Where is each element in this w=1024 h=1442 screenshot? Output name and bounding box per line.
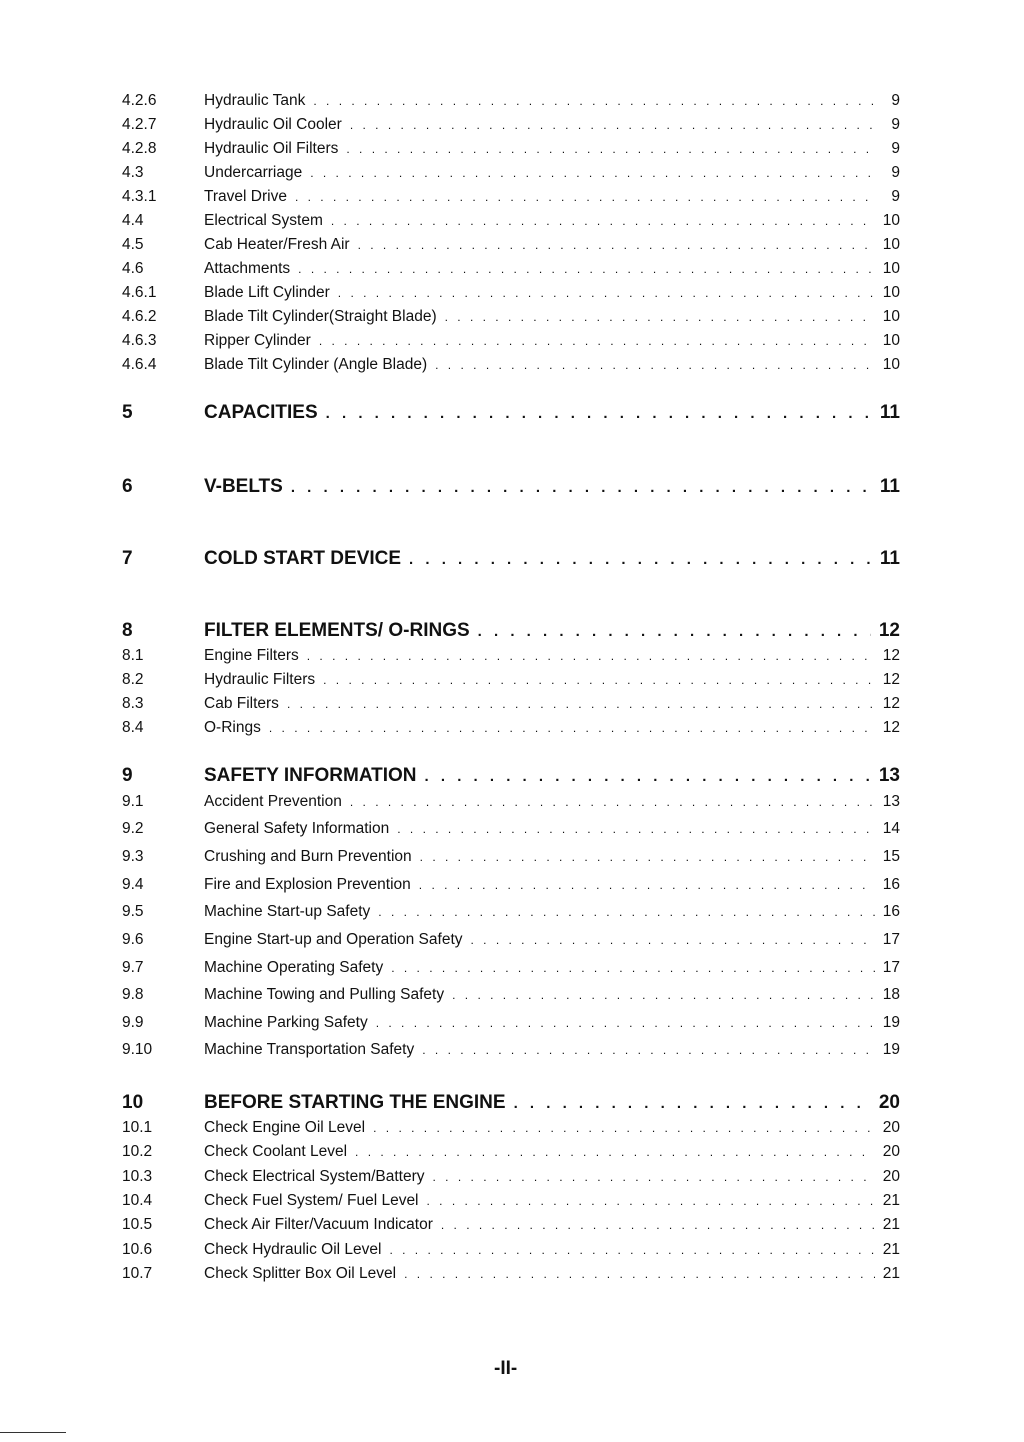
- toc-dot-leader: [425, 768, 871, 785]
- toc-entry-page: 12: [882, 647, 900, 664]
- toc-entry-title: Machine Start-up Safety: [204, 903, 371, 920]
- toc-entry: [122, 671, 900, 693]
- toc-entry-title: CAPACITIES: [204, 402, 318, 423]
- toc-entry-page: 9: [891, 188, 900, 205]
- toc-entry-page: 12: [878, 620, 900, 641]
- toc-entry-number: 4.2.6: [122, 92, 157, 109]
- toc-entry-title: Engine Start-up and Operation Safety: [204, 931, 463, 948]
- toc-dot-leader: [376, 1016, 875, 1030]
- toc-entry-number: 8.3: [122, 695, 144, 712]
- toc-entry-number: 8: [122, 620, 133, 641]
- toc-entry-number: 6: [122, 476, 133, 497]
- toc-entry-number: 10.2: [122, 1143, 153, 1160]
- toc-entry-page: 10: [882, 332, 900, 349]
- toc-entry-page: 21: [882, 1265, 900, 1282]
- toc-entry: [122, 876, 900, 898]
- toc-dot-leader: [319, 334, 875, 348]
- toc-entry-page: 20: [882, 1168, 900, 1185]
- toc-entry-page: 20: [878, 1092, 900, 1113]
- toc-entry-number: 10.3: [122, 1168, 153, 1185]
- toc-dot-leader: [307, 649, 875, 663]
- toc-entry-title: Machine Operating Safety: [204, 959, 384, 976]
- toc-dot-leader: [269, 721, 875, 735]
- toc-entry: [122, 212, 900, 234]
- toc-entry: [122, 332, 900, 354]
- toc-dot-leader: [355, 1145, 875, 1159]
- toc-entry-number: 4.5: [122, 236, 144, 253]
- toc-entry-number: 5: [122, 402, 133, 423]
- toc-entry-page: 16: [882, 903, 900, 920]
- toc-entry: [122, 695, 900, 717]
- toc-entry-page: 21: [882, 1216, 900, 1233]
- toc-entry-page: 19: [882, 1041, 900, 1058]
- toc-entry: [122, 140, 900, 162]
- toc-entry-page: 9: [891, 92, 900, 109]
- toc-entry: [122, 1119, 900, 1141]
- toc-entry-page: 14: [882, 820, 900, 837]
- toc-dot-leader: [471, 933, 875, 947]
- toc-dot-leader: [422, 1043, 875, 1057]
- toc-entry: [122, 647, 900, 669]
- toc-entry-page: 10: [882, 308, 900, 325]
- toc-entry-page: 17: [882, 959, 900, 976]
- toc-entry-page: 10: [882, 356, 900, 373]
- toc-entry: [122, 236, 900, 258]
- toc-entry-number: 9.9: [122, 1014, 144, 1031]
- toc-entry-page: 21: [882, 1192, 900, 1209]
- toc-entry: [122, 164, 900, 186]
- toc-dot-leader: [358, 238, 875, 252]
- toc-entry: [122, 959, 900, 981]
- toc-entry-page: 12: [882, 671, 900, 688]
- toc-dot-leader: [397, 822, 875, 836]
- toc-entry-number: 4.2.8: [122, 140, 157, 157]
- toc-entry-title: Cab Filters: [204, 695, 279, 712]
- toc-entry-number: 4.6.4: [122, 356, 157, 373]
- toc-dot-leader: [404, 1267, 875, 1281]
- toc-entry-page: 13: [882, 793, 900, 810]
- toc-entry: [122, 1241, 900, 1263]
- toc-entry: [122, 1192, 900, 1214]
- toc-dot-leader: [331, 214, 875, 228]
- toc-entry-page: 18: [882, 986, 900, 1003]
- toc-entry-title: Electrical System: [204, 212, 323, 229]
- toc-entry-title: Fire and Explosion Prevention: [204, 876, 411, 893]
- toc-entry: [122, 1041, 900, 1063]
- toc-entry-title: O-Rings: [204, 719, 261, 736]
- toc-entry: [122, 284, 900, 306]
- toc-dot-leader: [445, 310, 875, 324]
- toc-entry-title: Machine Towing and Pulling Safety: [204, 986, 445, 1003]
- toc-entry: [122, 1143, 900, 1165]
- toc-entry-number: 10: [122, 1092, 144, 1113]
- toc-dot-leader: [291, 479, 872, 496]
- toc-entry: [122, 986, 900, 1008]
- toc-entry: [122, 793, 900, 815]
- toc-chapter-entry: [122, 402, 900, 428]
- page-number: -II-: [494, 1358, 518, 1379]
- toc-entry-page: 10: [882, 236, 900, 253]
- toc-dot-leader: [441, 1218, 875, 1232]
- toc-entry: [122, 308, 900, 330]
- toc-entry-title: Engine Filters: [204, 647, 299, 664]
- toc-dot-leader: [378, 905, 874, 919]
- toc-entry-title: Machine Parking Safety: [204, 1014, 368, 1031]
- toc-entry-page: 11: [879, 476, 900, 497]
- toc-entry-number: 10.6: [122, 1241, 153, 1258]
- toc-entry-title: V-BELTS: [204, 476, 283, 497]
- toc-entry-title: Check Air Filter/Vacuum Indicator: [204, 1216, 433, 1233]
- toc-entry: [122, 92, 900, 114]
- toc-dot-leader: [323, 673, 875, 687]
- toc-dot-leader: [420, 850, 875, 864]
- toc-entry-page: 9: [891, 140, 900, 157]
- toc-entry-number: 10.4: [122, 1192, 153, 1209]
- footer-rule: [0, 1432, 66, 1433]
- toc-dot-leader: [514, 1095, 871, 1112]
- toc-entry-title: General Safety Information: [204, 820, 390, 837]
- toc-entry-number: 7: [122, 548, 133, 569]
- toc-entry: [122, 356, 900, 378]
- toc-entry-title: Undercarriage: [204, 164, 303, 181]
- toc-entry-title: Check Electrical System/Battery: [204, 1168, 425, 1185]
- toc-entry-number: 4.2.7: [122, 116, 157, 133]
- toc-entry: [122, 1216, 900, 1238]
- toc-entry-page: 21: [882, 1241, 900, 1258]
- toc-entry-page: 15: [882, 848, 900, 865]
- toc-chapter-entry: [122, 620, 900, 646]
- toc-entry-title: Ripper Cylinder: [204, 332, 311, 349]
- toc-entry-number: 4.6.1: [122, 284, 157, 301]
- toc-entry-number: 10.5: [122, 1216, 153, 1233]
- toc-entry-title: Hydraulic Oil Filters: [204, 140, 339, 157]
- toc-entry-title: Hydraulic Oil Cooler: [204, 116, 342, 133]
- toc-entry-title: Machine Transportation Safety: [204, 1041, 415, 1058]
- toc-entry: [122, 116, 900, 138]
- toc-dot-leader: [350, 795, 875, 809]
- toc-entry-number: 4.3.1: [122, 188, 157, 205]
- toc-entry-page: 9: [891, 164, 900, 181]
- toc-dot-leader: [419, 878, 875, 892]
- toc-entry-title: Check Hydraulic Oil Level: [204, 1241, 382, 1258]
- toc-entry-title: Check Splitter Box Oil Level: [204, 1265, 397, 1282]
- toc-entry-number: 4.6.2: [122, 308, 157, 325]
- toc-entry: [122, 719, 900, 741]
- toc-dot-leader: [427, 1194, 875, 1208]
- toc-entry-page: 20: [882, 1119, 900, 1136]
- toc-entry-title: Attachments: [204, 260, 291, 277]
- toc-entry-page: 12: [882, 695, 900, 712]
- toc-entry-title: FILTER ELEMENTS/ O-RINGS: [204, 620, 470, 641]
- toc-entry-number: 9.2: [122, 820, 144, 837]
- toc-entry-page: 10: [882, 212, 900, 229]
- toc-chapter-entry: [122, 1092, 900, 1118]
- toc-chapter-entry: [122, 548, 900, 574]
- toc-entry-page: 16: [882, 876, 900, 893]
- toc-entry-title: Check Engine Oil Level: [204, 1119, 366, 1136]
- toc-dot-leader: [478, 623, 871, 640]
- toc-entry-title: Accident Prevention: [204, 793, 342, 810]
- toc-dot-leader: [435, 358, 875, 372]
- toc-entry-page: 10: [882, 284, 900, 301]
- toc-entry-number: 9.4: [122, 876, 144, 893]
- toc-dot-leader: [346, 142, 876, 156]
- toc-entry-number: 4.4: [122, 212, 144, 229]
- toc-entry-number: 4.3: [122, 164, 144, 181]
- toc-entry-title: Hydraulic Tank: [204, 92, 306, 109]
- toc-entry-number: 9.10: [122, 1041, 153, 1058]
- toc-entry-title: Blade Lift Cylinder: [204, 284, 330, 301]
- toc-dot-leader: [350, 118, 876, 132]
- toc-dot-leader: [452, 988, 875, 1002]
- toc-entry-page: 20: [882, 1143, 900, 1160]
- toc-entry-number: 10.7: [122, 1265, 153, 1282]
- toc-dot-leader: [433, 1170, 875, 1184]
- toc-entry-number: 9.3: [122, 848, 144, 865]
- toc-entry-title: Blade Tilt Cylinder(Straight Blade): [204, 308, 437, 325]
- toc-dot-leader: [389, 1243, 874, 1257]
- toc-chapter-entry: [122, 476, 900, 502]
- toc-dot-leader: [287, 697, 875, 711]
- toc-dot-leader: [295, 190, 876, 204]
- toc-entry: [122, 260, 900, 282]
- toc-entry-page: 10: [882, 260, 900, 277]
- toc-entry: [122, 1168, 900, 1190]
- toc-dot-leader: [409, 551, 872, 568]
- toc-entry-number: 9.1: [122, 793, 144, 810]
- toc-entry: [122, 820, 900, 842]
- toc-chapter-entry: [122, 765, 900, 791]
- toc-dot-leader: [391, 961, 875, 975]
- toc-entry-number: 8.2: [122, 671, 144, 688]
- toc-entry-title: Cab Heater/Fresh Air: [204, 236, 350, 253]
- toc-entry-title: COLD START DEVICE: [204, 548, 402, 569]
- toc-entry-number: 8.4: [122, 719, 144, 736]
- toc-entry-page: 11: [879, 548, 900, 569]
- toc-entry-number: 9.5: [122, 903, 144, 920]
- toc-dot-leader: [298, 262, 875, 276]
- toc-entry-number: 9.8: [122, 986, 144, 1003]
- toc-entry-title: Check Fuel System/ Fuel Level: [204, 1192, 419, 1209]
- toc-entry-number: 9: [122, 765, 133, 786]
- toc-entry-page: 13: [878, 765, 900, 786]
- toc-dot-leader: [373, 1121, 875, 1135]
- toc-entry-page: 12: [882, 719, 900, 736]
- toc-entry-title: BEFORE STARTING THE ENGINE: [204, 1092, 506, 1113]
- toc-entry-page: 19: [882, 1014, 900, 1031]
- toc-entry-page: 11: [879, 402, 900, 423]
- toc-dot-leader: [313, 94, 876, 108]
- toc-entry-number: 9.7: [122, 959, 144, 976]
- toc-entry-title: Check Coolant Level: [204, 1143, 348, 1160]
- toc-entry-title: Crushing and Burn Prevention: [204, 848, 412, 865]
- toc-entry-number: 9.6: [122, 931, 144, 948]
- toc-entry-number: 4.6.3: [122, 332, 157, 349]
- toc-entry-title: SAFETY INFORMATION: [204, 765, 417, 786]
- toc-entry-title: Blade Tilt Cylinder (Angle Blade): [204, 356, 428, 373]
- toc-entry: [122, 903, 900, 925]
- toc-entry-number: 10.1: [122, 1119, 153, 1136]
- toc-dot-leader: [338, 286, 875, 300]
- toc-dot-leader: [326, 405, 872, 422]
- toc-dot-leader: [310, 166, 876, 180]
- toc-entry: [122, 848, 900, 870]
- toc-entry-number: 4.6: [122, 260, 144, 277]
- toc-entry: [122, 1265, 900, 1287]
- toc-entry-page: 17: [882, 931, 900, 948]
- toc-entry: [122, 931, 900, 953]
- toc-entry-title: Travel Drive: [204, 188, 287, 205]
- toc-entry-number: 8.1: [122, 647, 144, 664]
- toc-entry-page: 9: [891, 116, 900, 133]
- toc-entry: [122, 1014, 900, 1036]
- toc-entry: [122, 188, 900, 210]
- toc-entry-title: Hydraulic Filters: [204, 671, 316, 688]
